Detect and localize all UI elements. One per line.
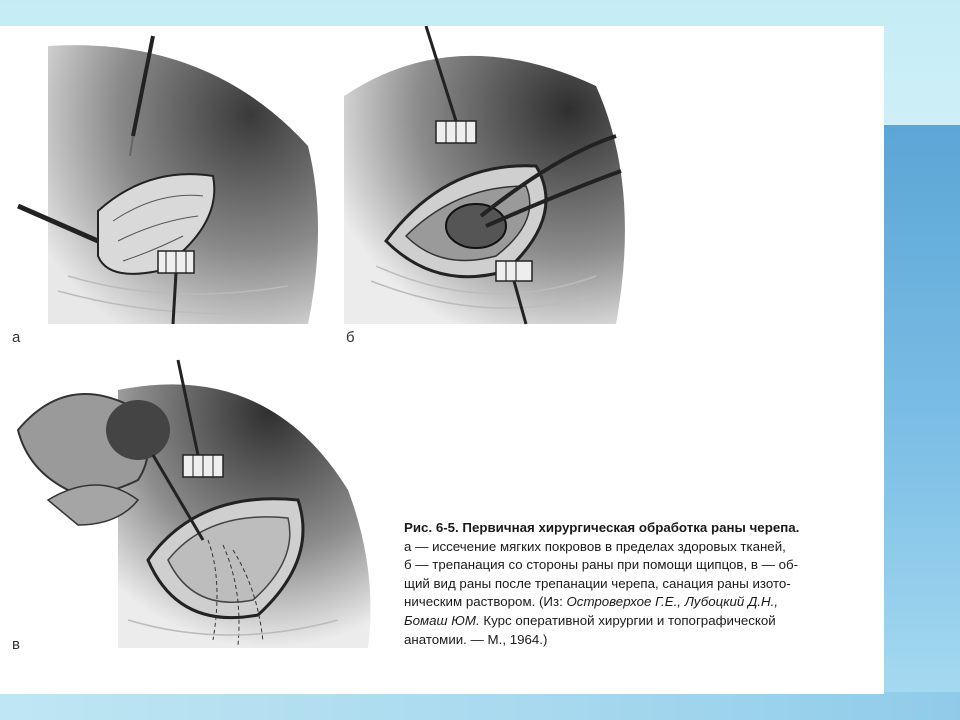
background-right-band (880, 125, 960, 720)
caption-line (404, 593, 844, 612)
panel-label-b: б (346, 329, 355, 346)
caption-title: Рис. 6-5. Первичная хирургическая обработка раны черепа. (404, 520, 800, 535)
trepanation-forceps-illustration (336, 26, 646, 326)
caption-line: б — трепанация со стороны раны при помощи щипцов, в — об- (404, 557, 799, 573)
caption-line: щий вид раны после трепанации черепа, санация раны изото- (404, 575, 791, 591)
caption-text: Курс оперативной хирургии и топографической (479, 612, 776, 628)
caption-line: а — иссечение мягких покровов в пределах здоровых тканей, (404, 538, 786, 554)
surgical-excision-illustration (8, 26, 328, 326)
panel-label-a: а (12, 329, 21, 346)
slide (0, 26, 884, 694)
caption-authors: Островерхое Г.Е., Лубоцкий Д.Н., (566, 594, 779, 610)
figure-panel-c (8, 350, 378, 650)
caption-author: Бомаш ЮМ. (404, 612, 480, 628)
figure-panel-b (336, 26, 646, 326)
background-bottom-band (0, 692, 960, 720)
caption-line (404, 612, 844, 631)
caption-line: анатомии. — М., 1964.) (404, 631, 548, 647)
panel-label-c: в (12, 636, 20, 653)
caption-text: ническим раствором. (Из: (404, 594, 567, 610)
figure-caption (404, 519, 844, 649)
wound-irrigation-illustration (8, 350, 378, 650)
figure-panel-a (8, 26, 328, 326)
